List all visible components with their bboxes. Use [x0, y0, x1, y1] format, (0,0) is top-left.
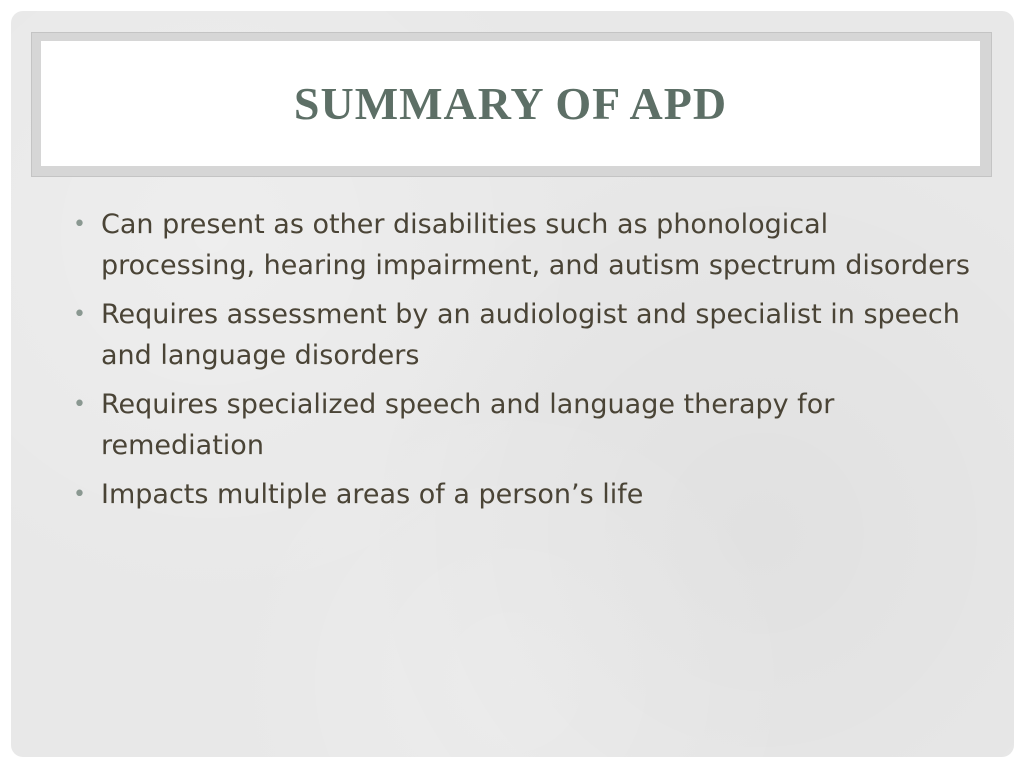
bullet-list [73, 204, 973, 523]
bullet-text: Requires assessment by an audiologist and specialist in speech and language disorders [101, 299, 960, 371]
bullet-item [73, 204, 973, 286]
bullet-icon: • [73, 212, 86, 237]
bullet-item [73, 294, 973, 376]
slide-title: SUMMARY OF APD [293, 77, 728, 129]
bullet-icon: • [73, 482, 86, 507]
bullet-icon: • [73, 302, 86, 327]
slide [11, 11, 1014, 757]
bullet-text: Impacts multiple areas of a person’s life [101, 479, 644, 510]
title-box [41, 41, 980, 166]
bullet-text: Requires specialized speech and language therapy for remediation [101, 389, 835, 461]
bullet-item [73, 384, 973, 466]
bullet-icon: • [73, 392, 86, 417]
bullet-text: Can present as other disabilities such as phonological processing, hearing impairment, and autism spectrum disorders [101, 209, 970, 281]
bullet-item [73, 474, 973, 515]
